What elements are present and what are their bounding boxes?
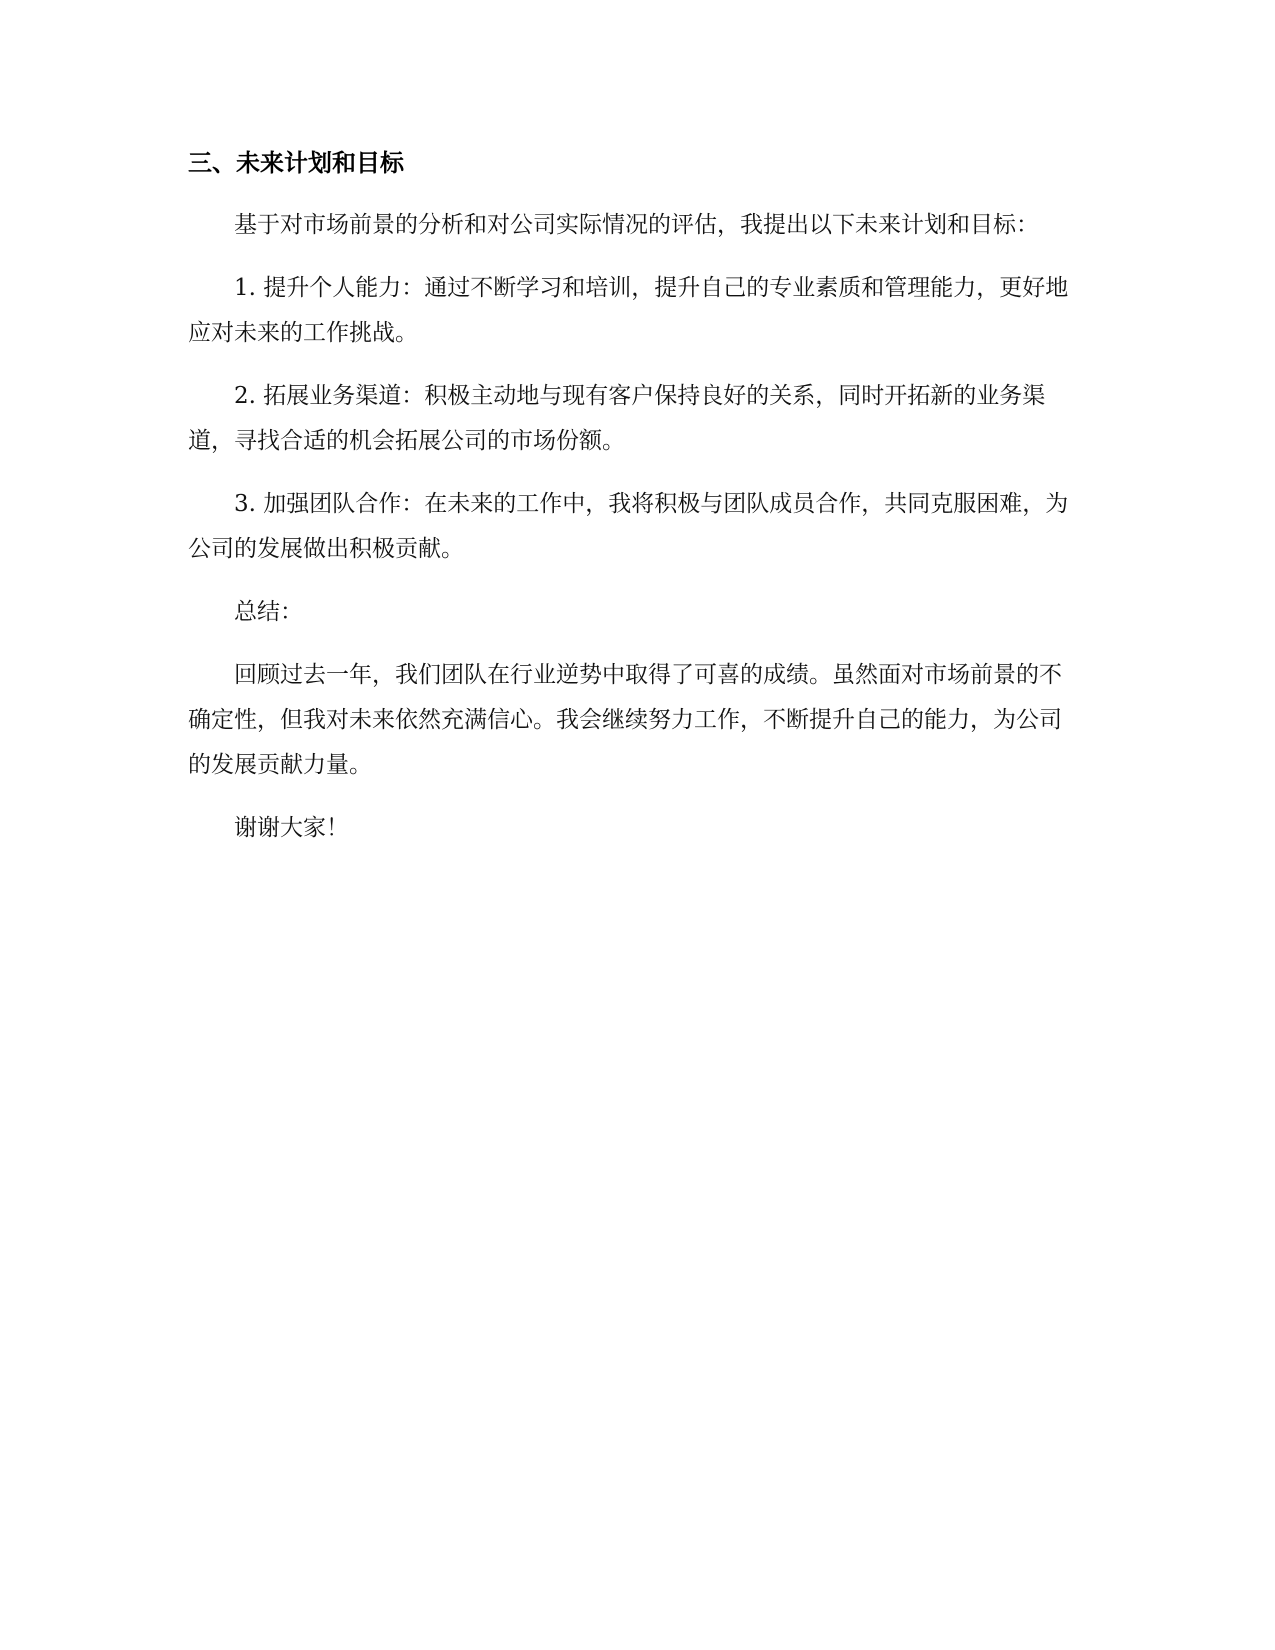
plan-item-2: 2. 拓展业务渠道：积极主动地与现有客户保持良好的关系，同时开拓新的业务渠道，寻找合适的机会拓展公司的市场份额。	[188, 383, 1046, 454]
section-heading: 三、未来计划和目标	[188, 149, 404, 177]
summary-paragraph: 回顾过去一年，我们团队在行业逆势中取得了可喜的成绩。虽然面对市场前景的不确定性，但我对未来依然充满信心。我会继续努力工作，不断提升自己的能力，为公司的发展贡献力量。	[188, 662, 1062, 778]
closing-line: 谢谢大家！	[234, 815, 349, 841]
document-body	[188, 146, 1083, 869]
plan-item-1: 1. 提升个人能力：通过不断学习和培训，提升自己的专业素质和管理能力，更好地应对未来的工作挑战。	[188, 275, 1069, 346]
plan-item-3: 3. 加强团队合作：在未来的工作中，我将积极与团队成员合作，共同克服困难，为公司的发展做出积极贡献。	[188, 491, 1069, 562]
intro-paragraph: 基于对市场前景的分析和对公司实际情况的评估，我提出以下未来计划和目标：	[234, 212, 1039, 238]
summary-label: 总结：	[234, 599, 303, 625]
